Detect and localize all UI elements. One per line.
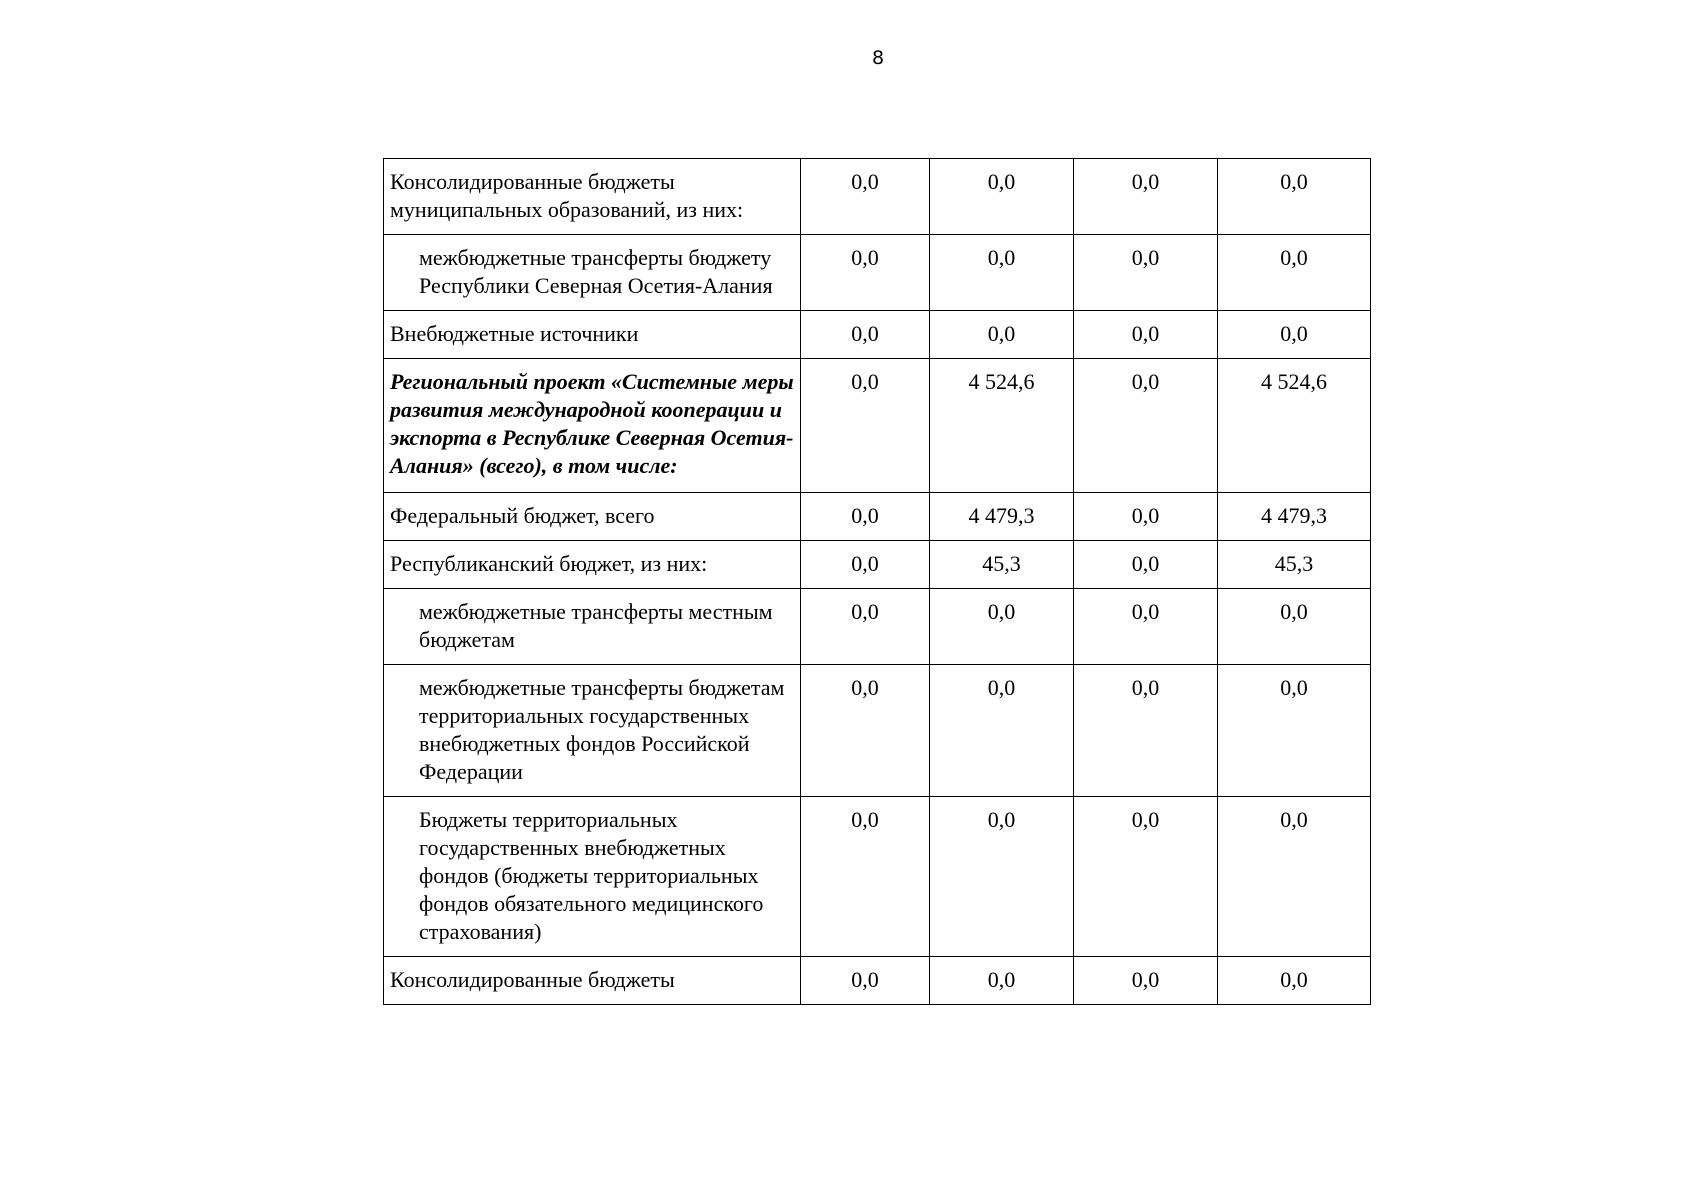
row-value: 0,0 xyxy=(1218,235,1371,311)
row-value: 0,0 xyxy=(1218,159,1371,235)
row-value: 0,0 xyxy=(930,311,1074,359)
row-value: 0,0 xyxy=(930,957,1074,1005)
row-value: 0,0 xyxy=(1074,359,1218,493)
table-row xyxy=(384,797,1371,957)
row-value: 0,0 xyxy=(1218,797,1371,957)
row-value: 0,0 xyxy=(1074,159,1218,235)
row-value: 0,0 xyxy=(801,589,930,665)
table-row xyxy=(384,493,1371,541)
row-value: 0,0 xyxy=(801,311,930,359)
table-row xyxy=(384,957,1371,1005)
table-row xyxy=(384,665,1371,797)
row-name: Внебюджетные источники xyxy=(384,311,801,359)
row-value: 0,0 xyxy=(1218,665,1371,797)
row-name: Бюджеты территориальных государственных внебюджетных фондов (бюджеты территориальных фондов обязательного медицинского страхования) xyxy=(384,797,801,957)
row-value: 0,0 xyxy=(1074,235,1218,311)
row-name: межбюджетные трансферты бюджетам территориальных государственных внебюджетных фондов Российской Федерации xyxy=(384,665,801,797)
page-number: 8 xyxy=(871,47,885,69)
row-value: 0,0 xyxy=(1218,589,1371,665)
row-value: 4 479,3 xyxy=(1218,493,1371,541)
budget-table xyxy=(383,158,1371,1005)
row-value: 0,0 xyxy=(1074,797,1218,957)
table-row xyxy=(384,359,1371,493)
row-value: 0,0 xyxy=(930,159,1074,235)
row-value: 0,0 xyxy=(801,541,930,589)
row-value: 0,0 xyxy=(1218,311,1371,359)
row-value: 0,0 xyxy=(930,665,1074,797)
row-value: 0,0 xyxy=(930,235,1074,311)
row-value: 4 524,6 xyxy=(1218,359,1371,493)
row-value: 0,0 xyxy=(1074,589,1218,665)
row-name: Федеральный бюджет, всего xyxy=(384,493,801,541)
row-value: 0,0 xyxy=(1074,493,1218,541)
row-name: Региональный проект «Системные меры развития международной кооперации и экспорта в Республике Северная Осетия-Алания» (всего), в том числе: xyxy=(384,359,801,493)
row-value: 45,3 xyxy=(930,541,1074,589)
table-row xyxy=(384,589,1371,665)
row-name: межбюджетные трансферты бюджету Республики Северная Осетия-Алания xyxy=(384,235,801,311)
row-value: 0,0 xyxy=(801,359,930,493)
row-value: 0,0 xyxy=(1218,957,1371,1005)
row-value: 0,0 xyxy=(801,797,930,957)
row-value: 4 524,6 xyxy=(930,359,1074,493)
table-row xyxy=(384,541,1371,589)
row-value: 0,0 xyxy=(801,493,930,541)
row-value: 0,0 xyxy=(1074,541,1218,589)
row-value: 0,0 xyxy=(801,957,930,1005)
row-value: 0,0 xyxy=(801,159,930,235)
row-value: 0,0 xyxy=(801,235,930,311)
row-value: 45,3 xyxy=(1218,541,1371,589)
row-value: 0,0 xyxy=(1074,957,1218,1005)
table-row xyxy=(384,311,1371,359)
row-value: 0,0 xyxy=(930,589,1074,665)
table-row xyxy=(384,235,1371,311)
row-name: межбюджетные трансферты местным бюджетам xyxy=(384,589,801,665)
row-value: 0,0 xyxy=(930,797,1074,957)
row-value: 0,0 xyxy=(1074,665,1218,797)
row-value: 0,0 xyxy=(1074,311,1218,359)
row-name: Консолидированные бюджеты муниципальных образований, из них: xyxy=(384,159,801,235)
row-name: Консолидированные бюджеты xyxy=(384,957,801,1005)
table-row xyxy=(384,159,1371,235)
row-value: 0,0 xyxy=(801,665,930,797)
row-name: Республиканский бюджет, из них: xyxy=(384,541,801,589)
row-value: 4 479,3 xyxy=(930,493,1074,541)
